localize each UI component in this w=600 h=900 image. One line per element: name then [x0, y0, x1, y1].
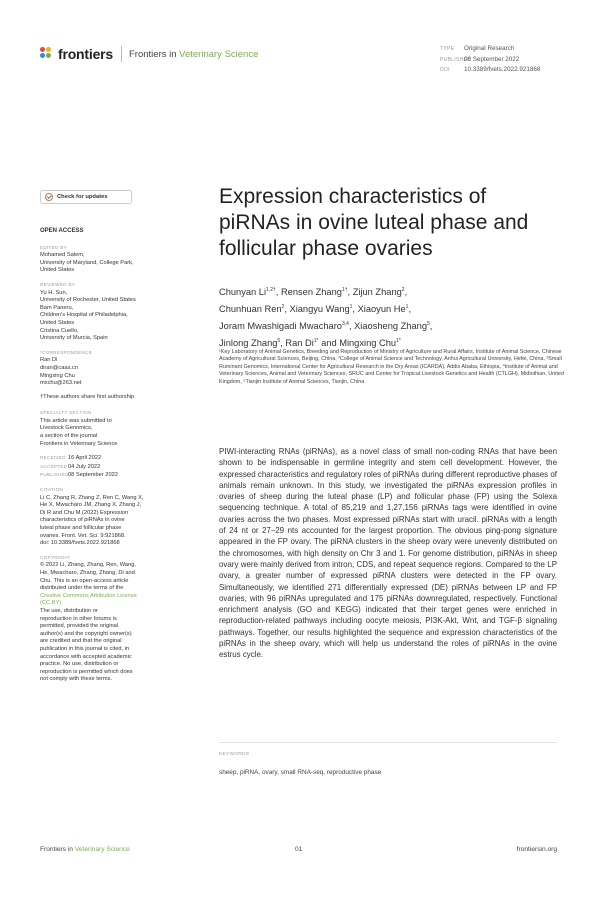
reviewer-line: Yu H. Sun,	[40, 289, 68, 296]
author-name[interactable]: Xiaoyun He	[357, 303, 406, 314]
author-name[interactable]: Zijun Zhang	[352, 287, 402, 298]
reviewed-by: REVIEWED BY Yu H. Sun, University of Rochester, United States Bam Paneru, Children's Hospital of Philadelphia, United States Cristina Cuello, University of Murcia, Spain	[40, 281, 180, 343]
specialty-section: SPECIALTY SECTION This article was submitted to Livestock Genomics, a section of the journal Frontiers in Veterinary Science	[40, 409, 180, 448]
article-type: Original Research	[464, 45, 515, 52]
author-name[interactable]: Xiangyu Wang	[289, 303, 350, 314]
editor-line: University of Maryland, College Park,	[40, 259, 134, 266]
open-access-label: OPEN ACCESS	[40, 228, 84, 234]
author-name[interactable]: Chunyan Li	[219, 287, 267, 298]
journal-title: Frontiers in Veterinary Science	[129, 48, 259, 60]
article-title	[219, 184, 579, 262]
author-name[interactable]: Mingxing Chu	[339, 337, 397, 348]
journal-link[interactable]: Veterinary Science	[74, 846, 130, 853]
copyright-line: permitted, provided the original	[40, 623, 119, 630]
keywords: sheep, piRNA, ovary, small RNA-seq, reproductive phase	[219, 769, 382, 776]
citation: CITATION Li C, Zhang R, Zhang Z, Ren C, Wang X, He X, Mwacharo JM, Zhang X, Zhang J, Di R and Chu M (2022) Expression characteristics of piRNAs in ovine luteal phase and follicular phase ovaries. Front. Vet. Sci. 9:921868. doi: 10.3389/fvets.2022.921868	[40, 486, 180, 548]
copyright-line: not comply with these terms.	[40, 676, 113, 683]
reviewer-line: Children's Hospital of Philadelphia,	[40, 312, 128, 319]
title-line: piRNAs in ovine luteal phase and	[219, 211, 529, 234]
reviewer-line: United States	[40, 319, 75, 326]
author-name[interactable]: Rensen Zhang	[280, 287, 342, 298]
author-name[interactable]: Jinlong Zhang	[219, 337, 278, 348]
title-line: Expression characteristics of	[219, 185, 487, 208]
reviewer-line: University of Murcia, Spain	[40, 335, 108, 342]
author-affiliation-marker: 1*	[313, 337, 319, 344]
reviewer-line: Bam Paneru,	[40, 304, 74, 311]
correspondence: *CORRESPONDENCE Ran Di diran@caas.cn Mingxing Chu mxchu@263.net	[40, 349, 180, 388]
reviewer-line: University of Rochester, United States	[40, 297, 136, 304]
license-link[interactable]: Creative Commons Attribution License	[40, 592, 137, 599]
site-link[interactable]: frontiersin.org	[516, 846, 557, 853]
author-affiliation-marker: 1	[405, 303, 409, 310]
sidebar	[40, 228, 180, 690]
correspondence-line: Mingxing Chu	[40, 372, 75, 379]
specialty-line: a section of the journal	[40, 433, 98, 440]
journal-header	[40, 46, 258, 62]
author-affiliation-marker: 1*	[396, 337, 401, 344]
citation-line: luteal phase and follicular phase	[40, 525, 122, 531]
article-meta: TYPE Original Research PUBLISHED08 September 2022 DOI 10.3389/fvets.2022.921868	[440, 45, 541, 73]
citation-line: characteristics of piRNAs in ovine	[40, 517, 125, 524]
check-updates-icon	[45, 193, 53, 201]
dates: RECEIVED 16 April 2022 ACCEPTED04 July 2022 PUBLISHED08 September 2022	[40, 455, 118, 479]
author-footnote: †These authors share first authorship	[40, 393, 135, 400]
copyright-line: reproduction is permitted which does	[40, 668, 133, 675]
citation-line: doi: 10.3389/fvets.2022.921868	[40, 540, 120, 547]
author-affiliation-marker: 1	[349, 303, 353, 310]
specialty-line: Livestock Genomics,	[40, 425, 93, 432]
title-line: follicular phase ovaries	[219, 237, 433, 260]
reviewer-line: Cristina Cuello,	[40, 327, 79, 334]
citation-line: Li C, Zhang R, Zhang Z, Ren C, Wang X,	[40, 494, 144, 501]
author-list: Chunyan $Li^{1,2\dagger}$, Rensen Zhang$^{1\dagger}$, Zijun Zhang$^2$, Chunhuan Ren$^2$, Xiangyu Wang$^1$, Xiaoyun He$^1$, Joram Mwashigadi Mwacharo$^{3,4}$, Xiaosheng Zhang$^5$, Jinlong Zhang$^5$, Ran $Di^{1*}$ and Mingxing Chu$^{1*}$	[219, 287, 433, 348]
author-name[interactable]: Joram Mwashigadi Mwacharo	[219, 320, 342, 331]
editor-line: United States	[40, 267, 75, 274]
copyright-line: accordance with accepted academic	[40, 653, 132, 660]
author-name[interactable]: Ran Di	[285, 337, 314, 348]
abstract: PIWI-interacting RNAs (piRNAs), as a novel class of small non-coding RNAs that have been shown to be indispensable in germline integrity and stem cell development. However, the expressed characteristics and regulatory roles of piRNAs during different reproductive phases of animals remain unknown. In this study, we investigated the piRNAs expression profiles in ovaries of sheep during the luteal phase (LP) and follicular phase (FP) using the Solexa sequencing technique. A total of 85,219 and 1,27,156 piRNAs tags were identified in ovine ovaries across the two phases. Most expressed piRNAs start with uracil. piRNAs with a length of 24 nt or 27–29 nts accounted for the largest proportion. The obvious ping-pong signature appeared in the FP ovary. The piRNA clusters in the sheep ovary were unevenly distributed on the chromosomes, with high density on Chr 3 and 1. For genome distribution, piRNAs in sheep ovary were mainly derived from intron, CDS, and repeat sequence regions. Compared to the LP ovary, a greater number of expressed piRNA clusters were detected in the FP ovary. Simultaneously, we identified 271 differentially expressed (DE) piRNAs between LP and FP ovaries, with 96 piRNAs upregulated and 175 piRNAs downregulated, respectively. Functional enrichment analysis (GO and KEGG) indicated that their target genes were enriched in reproduction-related pathways including oocyte meiosis, PI3K-Akt, Wnt, and TGF-β signaling pathways. Together, our results highlighted the sequence and expression characteristics of the piRNAs in the sheep ovary, which will help us understand the roles of piRNAs in the ovine estrus cycle.	[219, 447, 557, 660]
citation-line: Di R and Chu M (2022) Expression	[40, 509, 129, 516]
copyright-line: publication in this journal is cited, in	[40, 645, 130, 652]
copyright-line: reproduction in other forums is	[40, 615, 117, 622]
brand-name: frontiers	[58, 46, 113, 62]
copyright-line: are credited and that the original	[40, 638, 122, 645]
specialty-line: Frontiers in Veterinary Science	[40, 440, 118, 447]
divider	[121, 46, 122, 62]
affiliations: ¹Key Laboratory of Animal Genetics, Breeding and Reproduction of Ministry of Agriculture and Rural Affairs, Institute of Animal Science, Chinese Academy of Agricultural Sciences, Beijing, China, ²College of Animal Science and Technology, Anhui Agricultural University, Hefei, China, ³Small Ruminant Genomics, International Center for Agricultural Research in the Dry Areas (ICARDA), Addis Ababa, Ethiopia, ⁴Institute of Animal and Veterinary Sciences, Animal and Veterinary Sciences, SRUC and Center for Tropical Livestock Genetics and Health (CTLGH), Midlothian, United Kingdom, ⁵Tianjin Institute of Animal Sciences, Tianjin, China	[219, 349, 564, 385]
page-number: 01	[295, 846, 303, 853]
author-affiliation-marker: 3,4	[341, 320, 349, 327]
editor-line: Mohamed Salem,	[40, 252, 85, 259]
copyright-line: He, Mwacharo, Zhang, Zhang, Di and	[40, 569, 135, 576]
doi[interactable]: 10.3389/fvets.2022.921868	[464, 66, 541, 73]
frontiers-logo-icon	[40, 47, 54, 61]
footer-journal: Frontiers in Veterinary Science	[40, 846, 130, 853]
edited-by: EDITED BY Mohamed Salem, University of Maryland, College Park, United States	[40, 244, 180, 275]
correspondence-line[interactable]: diran@caas.cn	[40, 364, 79, 371]
copyright-line: distributed under the terms of the	[40, 585, 124, 592]
author-name[interactable]: Chunhuan Ren	[219, 303, 282, 314]
publish-date: 08 September 2022	[464, 55, 520, 63]
specialty-line: This article was submitted to	[40, 417, 112, 424]
author-affiliation-marker: 1†	[341, 287, 348, 293]
copyright-line: © 2022 Li, Zhang, Zhang, Ren, Wang,	[40, 562, 136, 569]
author-affiliation-marker: 5	[277, 337, 281, 344]
author-affiliation-marker: 2	[401, 287, 405, 293]
keywords-label: KEYWORDS	[219, 752, 250, 757]
copyright-line: practice. No use, distribution or	[40, 661, 119, 668]
copyright-line: author(s) and the copyright owner(s)	[40, 630, 132, 637]
correspondence-line[interactable]: mxchu@263.net	[40, 380, 82, 387]
citation-line: ovaries. Front. Vet. Sci. 9:921868.	[40, 532, 126, 539]
correspondence-line: Ran Di	[40, 357, 58, 364]
copyright-line: Chu. This is an open-access article	[40, 577, 129, 584]
author-affiliation-marker: 2	[281, 303, 285, 310]
copyright: COPYRIGHT © 2022 Li, Zhang, Zhang, Ren, Wang, He, Mwacharo, Zhang, Zhang, Di and Chu. This is an open-access article distributed under the terms of the Creative Commons Attribution License (CC BY). The use, distribution or reproduction in other forums is permitted, provided the original author(s) and the copyright owner(s) are credited and that the original publication in this journal is cited, in accordance with accepted academic practice. No use, distribution or reproduction is permitted which does not comply with these terms.	[40, 554, 180, 684]
license-link[interactable]: (CC BY).	[40, 600, 63, 607]
copyright-line: The use, distribution or	[40, 607, 98, 614]
author-name[interactable]: Xiaosheng Zhang	[354, 320, 427, 331]
author-affiliation-marker: 1,2†	[266, 287, 276, 293]
citation-line: He X, Mwacharo JM, Zhang X, Zhang J,	[40, 502, 142, 509]
check-updates-button[interactable]: Check for updates	[40, 190, 132, 204]
author-affiliation-marker: 5	[427, 320, 430, 327]
divider	[219, 742, 557, 743]
